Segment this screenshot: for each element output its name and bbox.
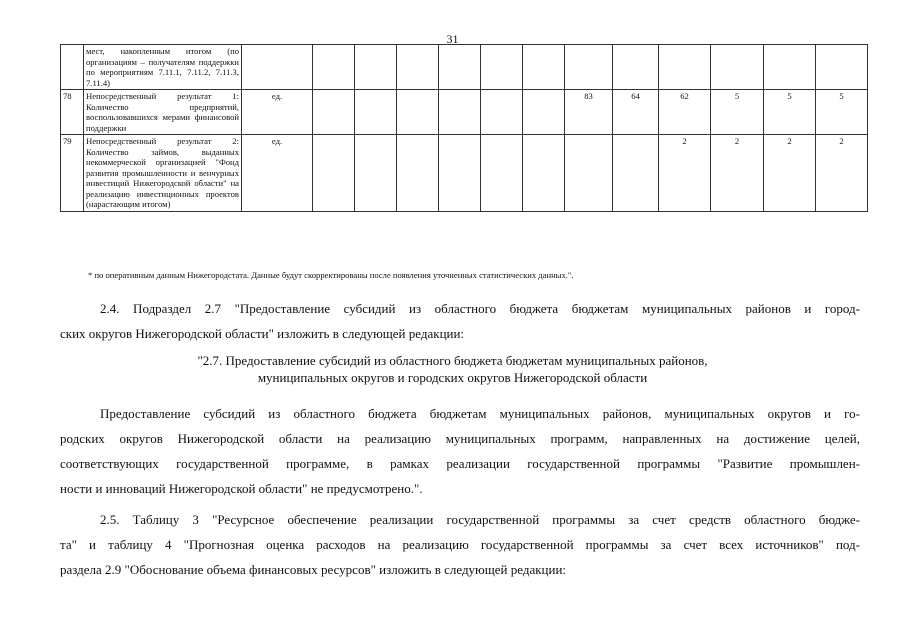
paragraph-2-5 — [60, 507, 860, 582]
value-cell — [659, 45, 711, 90]
value-cell — [439, 135, 481, 212]
value-cell — [397, 90, 439, 135]
paragraph-line: ских округов Нижегородской области" изложить в следующей редакции: — [60, 326, 465, 341]
paragraph-line: Предоставление субсидий из областного бюджета бюджетам муниципальных районов, муниципальных округов и го- — [100, 406, 860, 421]
value-cell: 83 — [565, 90, 613, 135]
table-row — [61, 45, 868, 90]
row-number-cell — [61, 45, 84, 90]
indicator-name-cell: Непосредственный результат 2: Количество займов, выданных некоммерческой организацией "Фонд развития промышленности и венчурных инвестиций Нижегородской области" на реализацию инвестиционных проектов (нарастающим итогом) — [84, 135, 242, 212]
value-cell — [481, 45, 523, 90]
section-heading — [0, 352, 905, 386]
table-row — [61, 90, 868, 135]
value-cell — [355, 90, 397, 135]
value-cell — [816, 45, 868, 90]
value-cell — [523, 90, 565, 135]
table-row — [61, 135, 868, 212]
section-heading-line: "2.7. Предоставление субсидий из областного бюджета бюджетам муниципальных районов, — [197, 353, 708, 368]
table-footnote: * по оперативным данным Нижегородстата. Данные будут скорректированы после появления уточненных статистических данных.". — [88, 270, 574, 280]
value-cell: 2 — [659, 135, 711, 212]
section-heading-line: муниципальных округов и городских округов Нижегородской области — [257, 370, 648, 385]
value-cell: 5 — [711, 90, 764, 135]
paragraph-line: 2.5. Таблицу 3 "Ресурсное обеспечение реализации государственной программы за счет средств областного бюдже- — [100, 512, 860, 527]
value-cell — [439, 45, 481, 90]
value-cell — [481, 90, 523, 135]
paragraph-line: раздела 2.9 "Обоснование объема финансовых ресурсов" изложить в следующей редакции: — [60, 562, 567, 577]
unit-cell — [242, 45, 313, 90]
indicators-table — [60, 44, 868, 212]
value-cell — [481, 135, 523, 212]
value-cell: 2 — [816, 135, 868, 212]
paragraph-line: соответствующих государственной программе, в рамках реализации государственной программы "Развитие промышлен- — [60, 456, 860, 471]
paragraph-line: ности и инноваций Нижегородской области" не предусмотрено.". — [60, 481, 423, 496]
paragraph-line: родских округов Нижегородской области на реализацию муниципальных программ, направленных на достижение целей, — [60, 431, 860, 446]
page-number: 31 — [446, 32, 459, 46]
value-cell: 2 — [764, 135, 816, 212]
value-cell — [313, 135, 355, 212]
value-cell — [397, 45, 439, 90]
value-cell: 64 — [613, 90, 659, 135]
paragraph-line: та" и таблицу 4 "Прогнозная оценка расходов на реализацию государственной программы за счет всех источников" под- — [60, 537, 860, 552]
indicator-name-cell: Непосредственный результат 1: Количество предприятий, воспользовавшихся мерами финансовой поддержки — [84, 90, 242, 135]
value-cell — [523, 135, 565, 212]
value-cell — [764, 45, 816, 90]
indicator-name-cell: мест, накопленным итогом (по организациям – получателям поддержки по мероприятиям 7.11.1, 7.11.2, 7.11.3, 7.11.4) — [84, 45, 242, 90]
unit-cell: ед. — [242, 90, 313, 135]
value-cell — [613, 45, 659, 90]
value-cell — [313, 90, 355, 135]
value-cell — [397, 135, 439, 212]
value-cell — [313, 45, 355, 90]
value-cell — [355, 135, 397, 212]
value-cell — [565, 135, 613, 212]
paragraph-line: 2.4. Подраздел 2.7 "Предоставление субсидий из областного бюджета бюджетам муниципальных районов и город- — [100, 301, 860, 316]
paragraph-section-text — [60, 401, 860, 501]
row-number-cell: 79 — [61, 135, 84, 212]
paragraph-2-4 — [60, 296, 860, 346]
value-cell — [523, 45, 565, 90]
value-cell — [439, 90, 481, 135]
value-cell — [613, 135, 659, 212]
row-number-cell: 78 — [61, 90, 84, 135]
value-cell: 5 — [816, 90, 868, 135]
value-cell: 2 — [711, 135, 764, 212]
value-cell — [711, 45, 764, 90]
value-cell — [565, 45, 613, 90]
value-cell: 5 — [764, 90, 816, 135]
unit-cell: ед. — [242, 135, 313, 212]
value-cell — [355, 45, 397, 90]
value-cell: 62 — [659, 90, 711, 135]
